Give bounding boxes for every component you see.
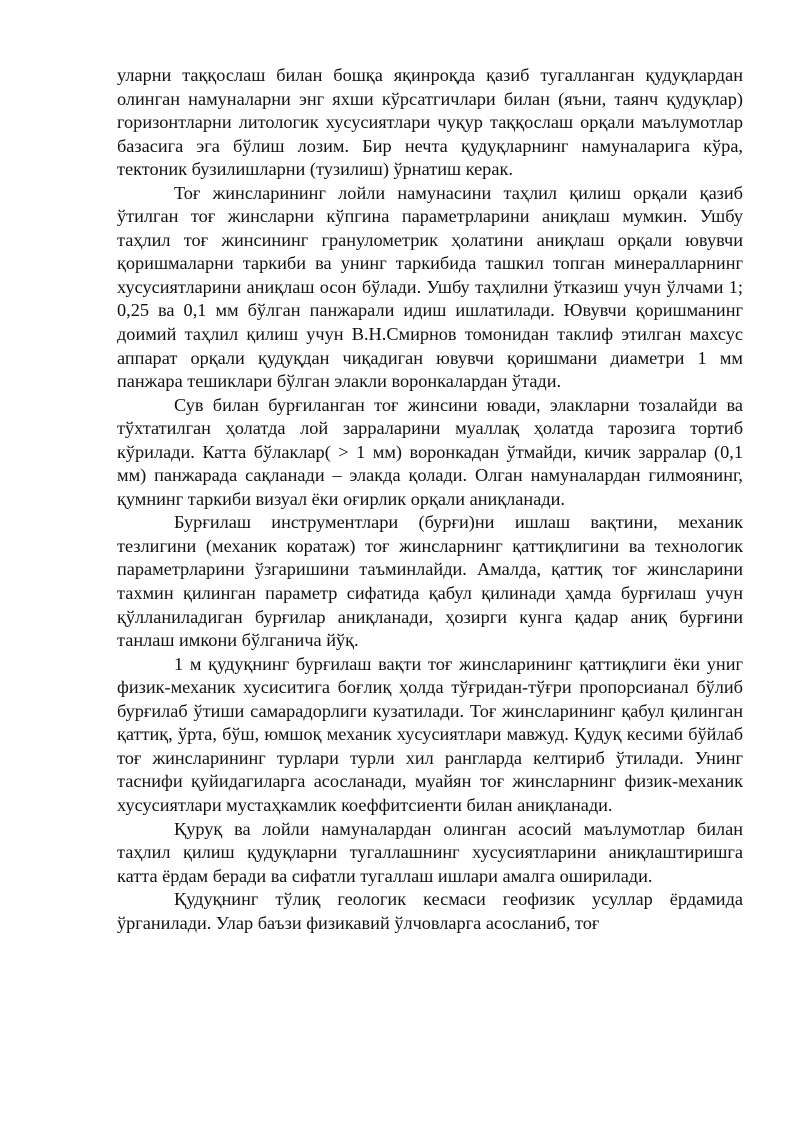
paragraph-5: 1 м қудуқнинг бурғилаш вақти тоғ жинсларининг қаттиқлиги ёки униг физик-механик хусиситига боғлиқ ҳолда тўғридан-тўғри пропорсианал бўлиб бурғилаб ўтиши самарадорлиги кузатилади. Тоғ жинсларининг қабул қилинган қаттиқ, ўрта, бўш, юмшоқ механик хусусиятлари мавжуд. Қудуқ кесими бўйлаб тоғ жинсларининг турлари турли хил рангларда келтириб ўтилади. Унинг таснифи қуйидагиларга асосланади, муайян тоғ жинсларнинг физик-механик хусусиятлари мустаҳкамлик коеффитсиенти билан аниқланади. [117, 653, 743, 815]
body-text [117, 64, 743, 935]
paragraph-2: Тоғ жинсларининг лойли намунасини таҳлил қилиш орқали қазиб ўтилган тоғ жинсларни кўпгина параметрларини аниқлаш мумкин. Ушбу таҳлил тоғ жинсининг гранулометрик ҳолатини аниқлаш орқали ювувчи қоришмаларни таркиби ва унинг таркибида ташкил топган минералларнинг хусусиятларини аниқлаш осон бўлади. Ушбу таҳлилни ўтказиш учун ўлчами 1; 0,25 ва 0,1 мм бўлган панжарали идиш ишлатилади. Ювувчи қоришманинг доимий таҳлил қилиш учун В.Н.Смирнов томонидан таклиф этилган махсус аппарат орқали қудуқдан чиқадиган ювувчи қоришмани диаметри 1 мм панжара тешиклари бўлган элакли воронкалардан ўтади. [117, 182, 743, 392]
paragraph-7: Қудуқнинг тўлиқ геологик кесмаси геофизик усуллар ёрдамида ўрганилади. Улар баъзи физикавий ўлчовларга асосланиб, тоғ [117, 889, 743, 933]
paragraph-3: Сув билан бурғиланган тоғ жинсини ювади, элакларни тозалайди ва тўхтатилган ҳолатда лой зарраларини муаллақ ҳолатда тарозига тортиб кўрилади. Катта бўлаклар( > 1 мм) воронкадан ўтмайди, кичик зарралар (0,1 мм) панжарада сақланади – элакда қолади. Олган намуналардан гилмоянинг, қумнинг таркиби визуал ёки оғирлик орқали аниқланади. [117, 394, 743, 509]
paragraph-6: Қуруқ ва лойли намуналардан олинган асосий маълумотлар билан таҳлил қилиш қудуқларни тугаллашнинг хусусиятларини аниқлаштиришга катта ёрдам беради ва сифатли тугаллаш ишлари амалга оширилади. [117, 818, 743, 886]
paragraph-4: Бурғилаш инструментлари (бурғи)ни ишлаш вақтини, механик тезлигини (механик коратаж) тоғ жинсларнинг қаттиқлигини ва технологик параметрларини ўзгаришини таъминлайди. Амалда, қаттиқ тоғ жинсларини тахмин қилинган параметр сифатида қабул қилинади ҳамда бурғилаш учун қўлланиладиган бурғилар аниқланади, ҳозирги кунга қадар аниқ бурғини танлаш имкони бўлганича йўқ. [117, 512, 743, 651]
paragraph-1: уларни таққослаш билан бошқа яқинроқда қазиб тугалланган қудуқлардан олинган намуналарни энг яхши кўрсатгичлари билан (яъни, таянч қудуқлар) горизонтларни литологик хусусиятлари чуқур таққослаш орқали маълумотлар базасига эга бўлиш лозим. Бир нечта қудуқларнинг намуналарига кўра, тектоник бузилишларни (тузилиш) ўрнатиш керак. [117, 65, 743, 180]
